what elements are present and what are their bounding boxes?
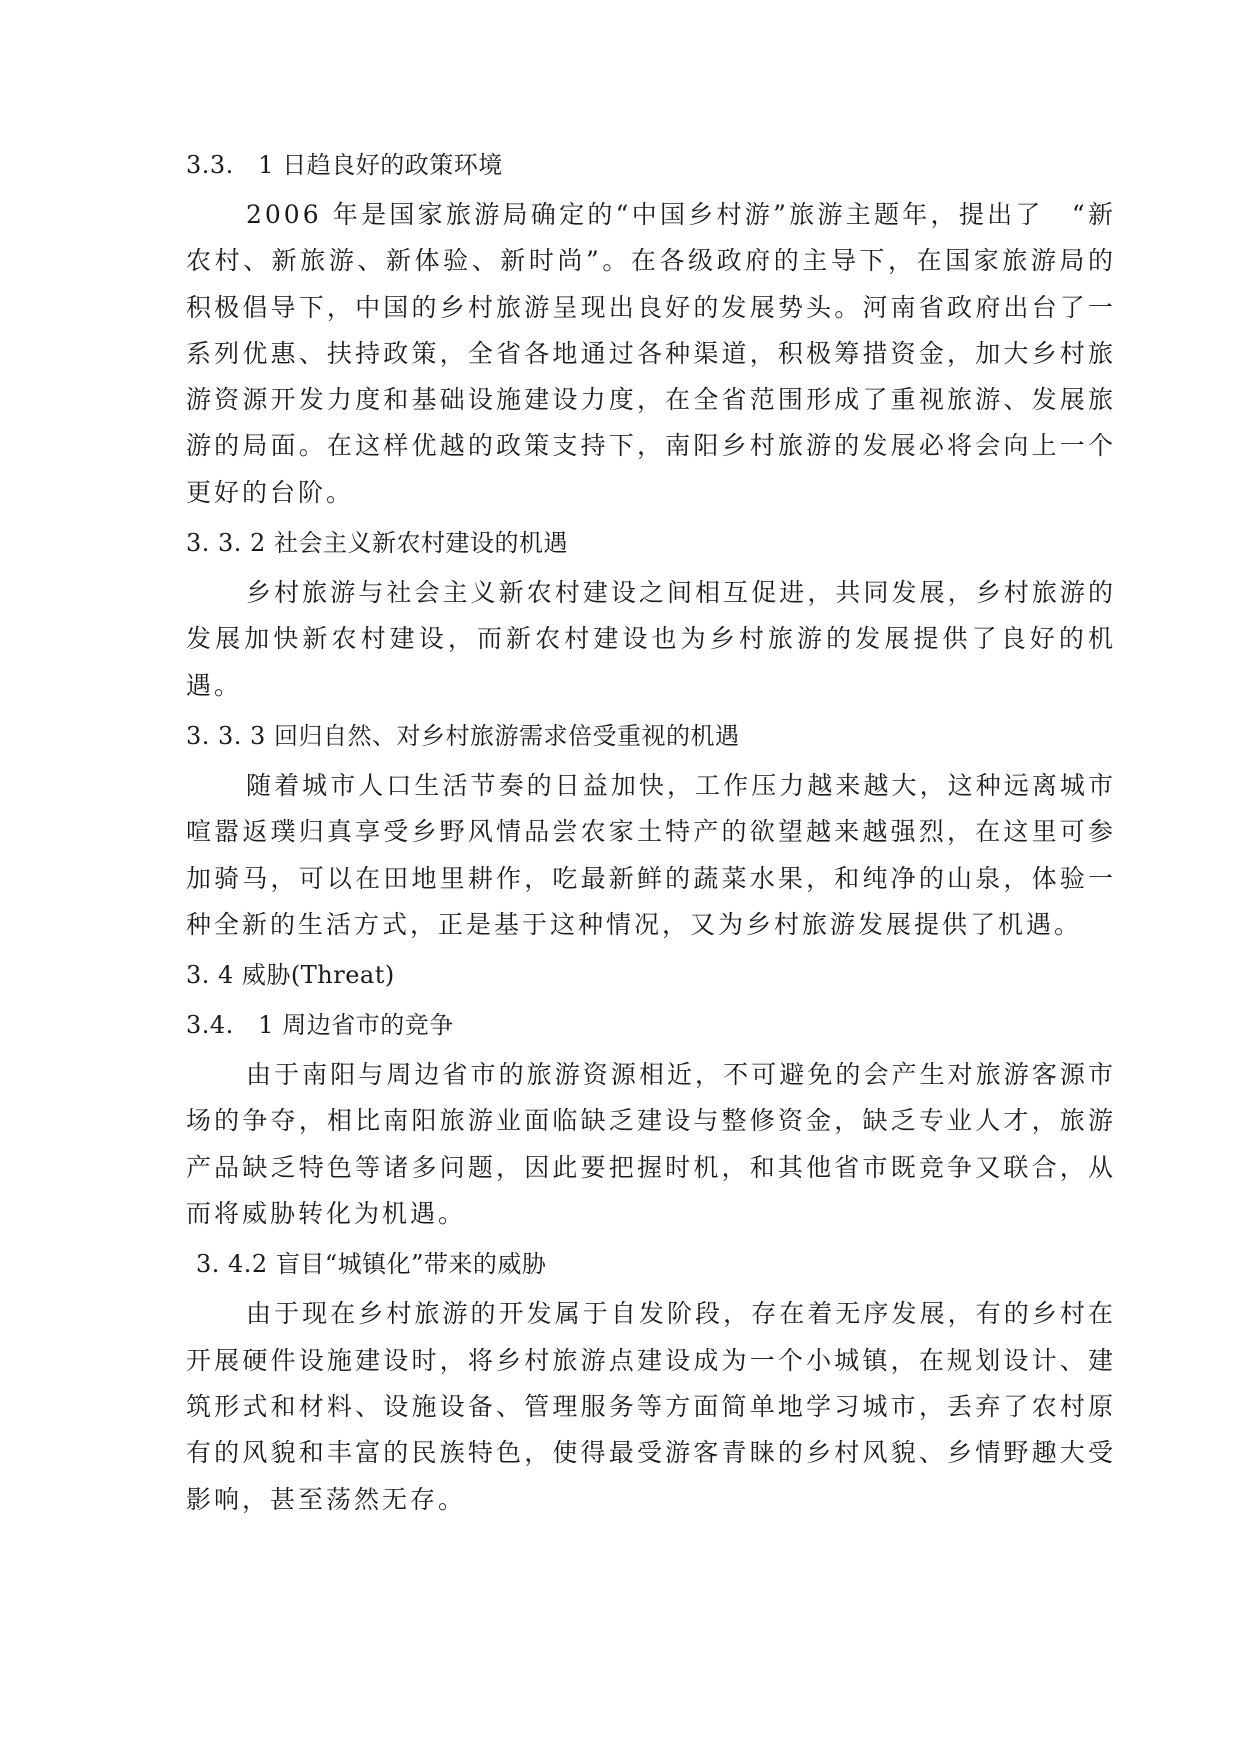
paragraph-neighbor-competition: 由于南阳与周边省市的旅游资源相近，不可避免的会产生对旅游客源市场的争夺，相比南阳旅游业面临缺乏建设与整修资金，缺乏专业人才，旅游产品缺乏特色等诸多问题，因此要把握时机，和其他省市既竞争又联合，从而将威胁转化为机遇。 bbox=[186, 1060, 1116, 1229]
paragraph-urbanization-threat: 由于现在乡村旅游的开发属于自发阶段，存在着无序发展，有的乡村在开展硬件设施建设时，将乡村旅游点建设成为一个小城镇，在规划设计、建筑形式和材料、设施设备、管理服务等方面简单地学习城市，丢弃了农村原有的风貌和丰富的民族特色，使得最受游客青睐的乡村风貌、乡情野趣大受影响，甚至荡然无存。 bbox=[186, 1299, 1116, 1514]
section-heading-3-3-1: 3.3. 1 日趋良好的政策环境 bbox=[186, 151, 503, 179]
document-body bbox=[186, 142, 1116, 1527]
section-heading-3-3-3: 3. 3. 3 回归自然、对乡村旅游需求倍受重视的机遇 bbox=[186, 721, 740, 750]
section-heading-3-4-1: 3.4. 1 周边省市的竞争 bbox=[186, 1011, 454, 1040]
paragraph-policy-environment: 2006 年是国家旅游局确定的“中国乡村游”旅游主题年，提出了 “新农村、新旅游、新体验、新时尚”。在各级政府的主导下，在国家旅游局的积极倡导下，中国的乡村旅游呈现出良好的发展势头。河南省政府出台了一系列优惠、扶持政策，全省各地通过各种渠道，积极筹措资金，加大乡村旅游资源开发力度和基础设施建设力度，在全省范围形成了重视旅游、发展旅游的局面。在这样优越的政策支持下，南阳乡村旅游的发展必将会向上一个更好的台阶。 bbox=[186, 200, 1116, 507]
section-heading-3-4-2: 3. 4.2 盲目“城镇化”带来的威胁 bbox=[196, 1250, 547, 1279]
paragraph-new-countryside: 乡村旅游与社会主义新农村建设之间相互促进，共同发展，乡村旅游的发展加快新农村建设，而新农村建设也为乡村旅游的发展提供了良好的机遇。 bbox=[186, 578, 1116, 700]
section-heading-3-4: 3. 4 威胁(Threat) bbox=[186, 961, 395, 990]
paragraph-return-to-nature: 随着城市人口生活节奏的日益加快，工作压力越来越大，这种远离城市喧嚣返璞归真享受乡野风情品尝农家土特产的欲望越来越强烈，在这里可参加骑马，可以在田地里耕作，吃最新鲜的蔬菜水果，和纯净的山泉，体验一种全新的生活方式，正是基于这种情况，又为乡村旅游发展提供了机遇。 bbox=[186, 770, 1116, 939]
section-heading-3-3-2: 3. 3. 2 社会主义新农村建设的机遇 bbox=[186, 529, 568, 558]
